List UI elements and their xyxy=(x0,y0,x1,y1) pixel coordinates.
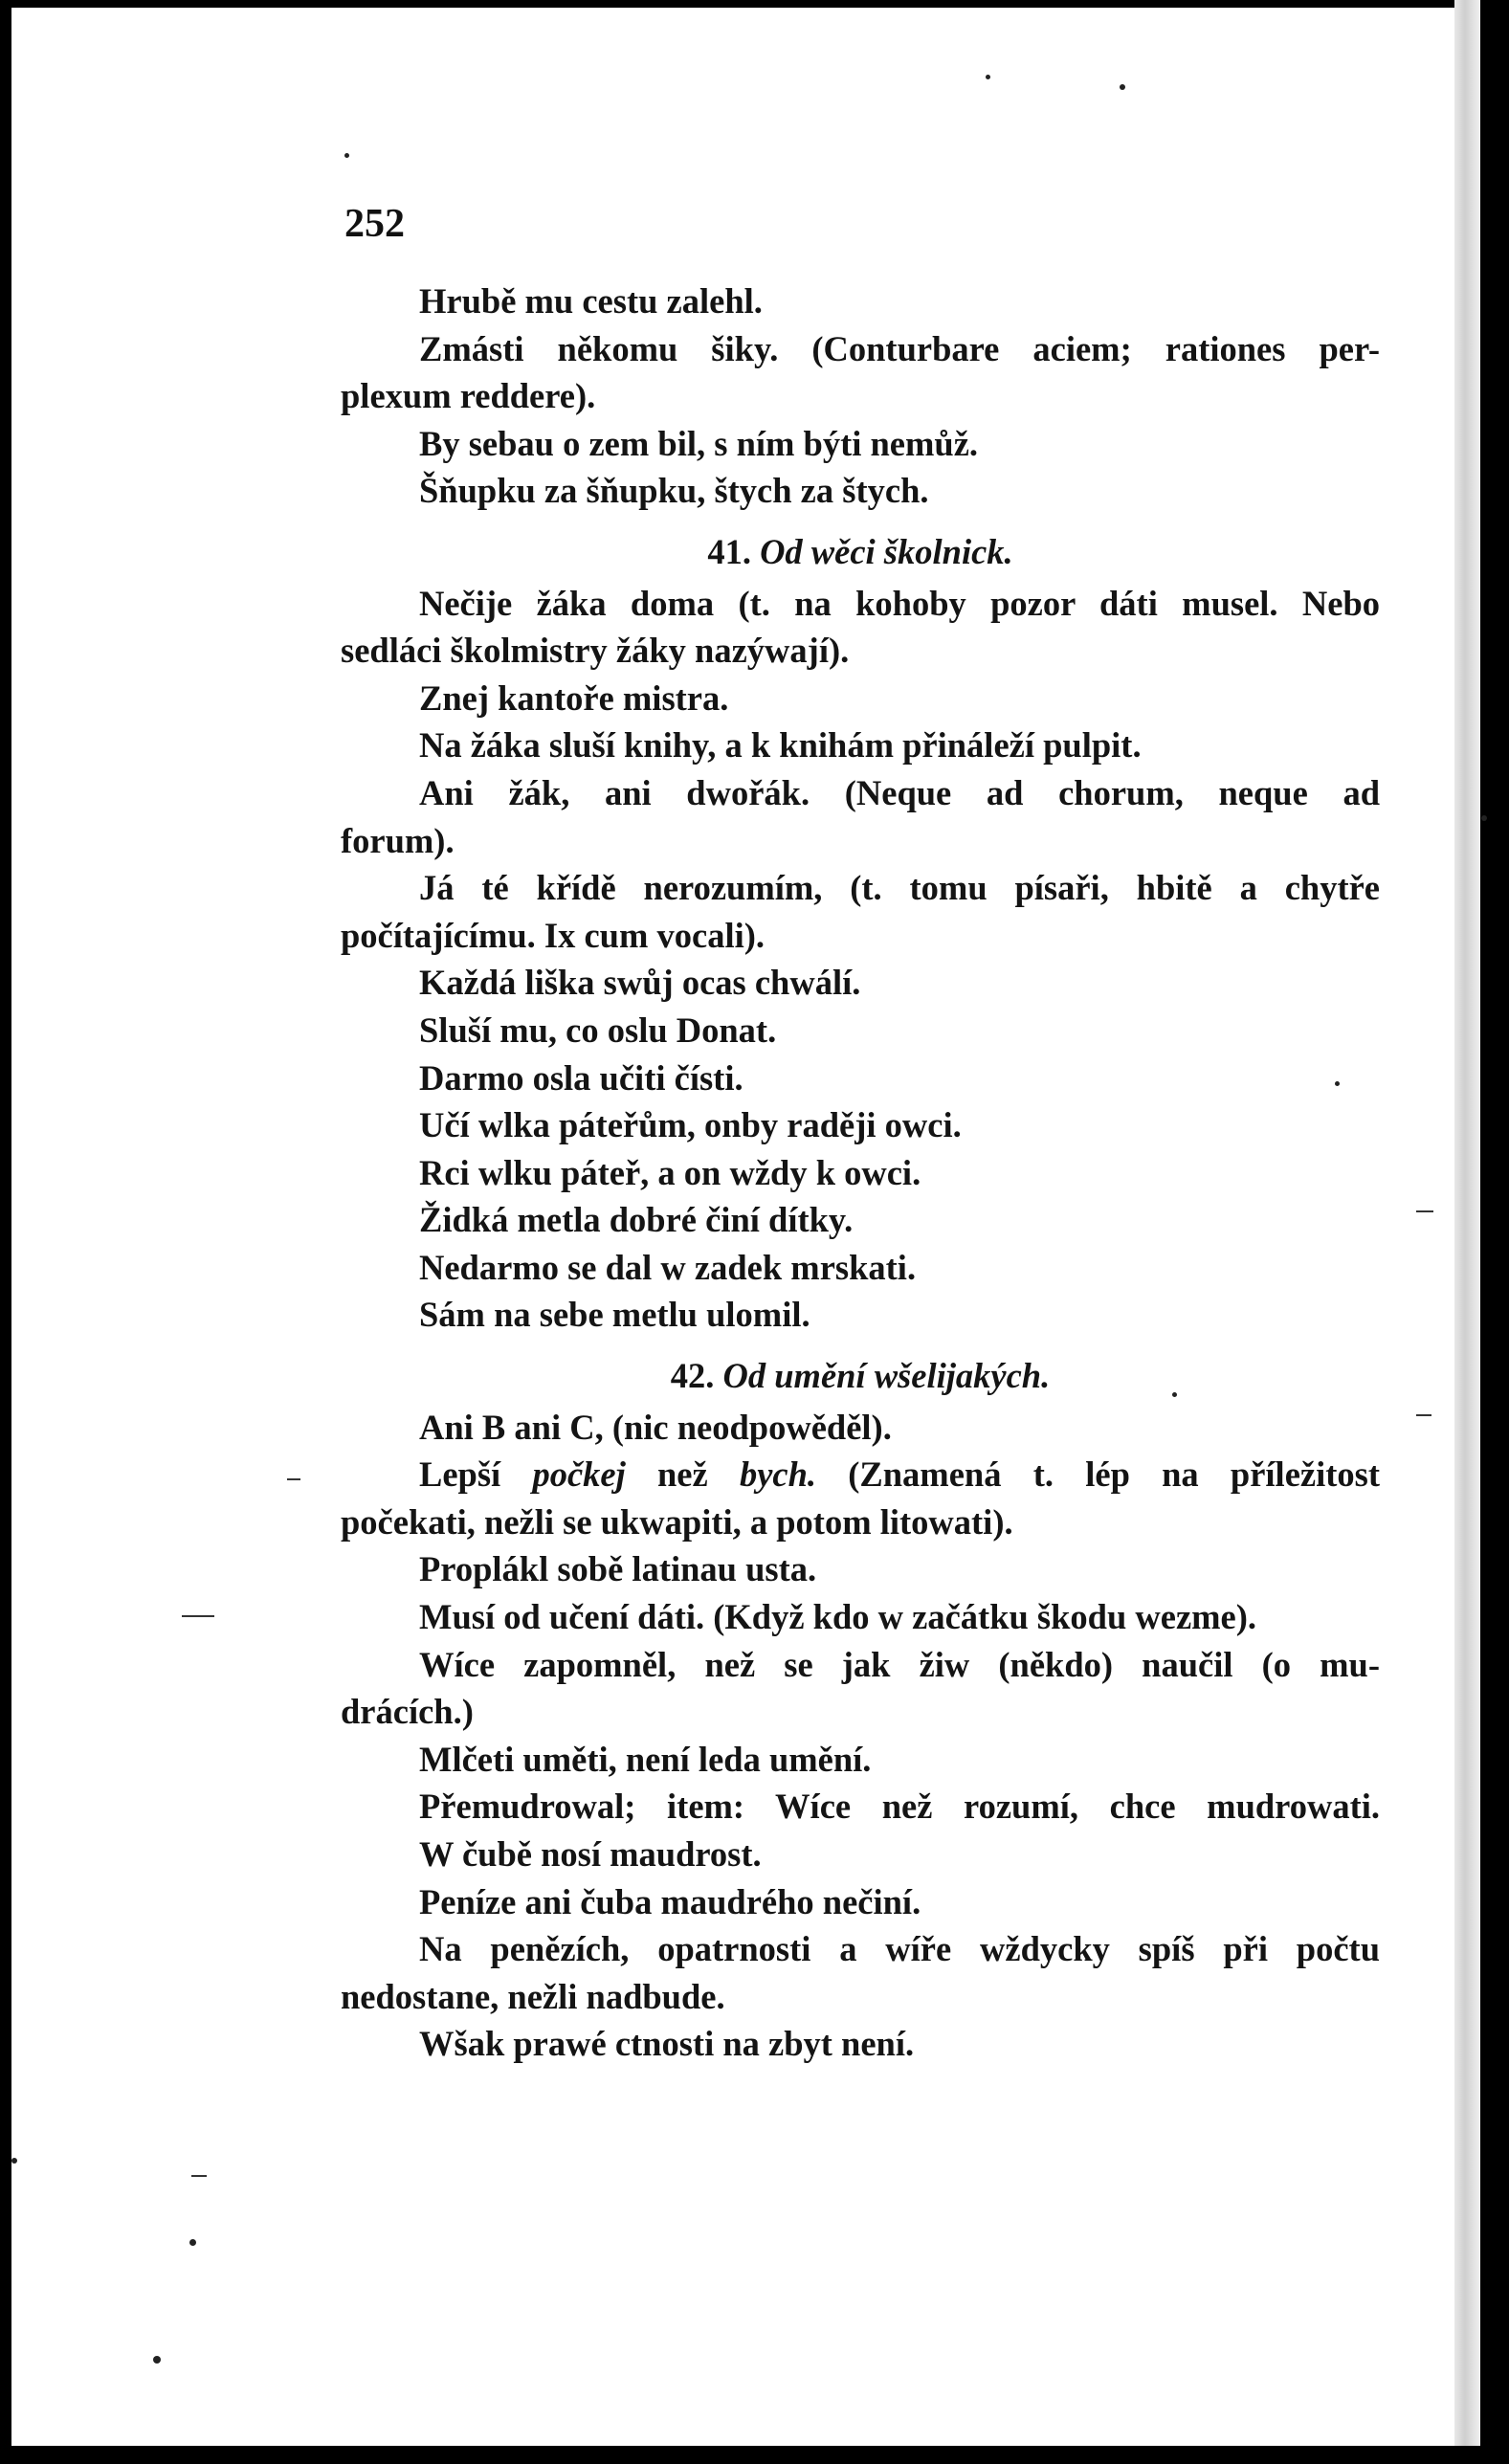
line-text-part: (Znamená t. lép na příležitost xyxy=(816,1454,1380,1495)
page-text xyxy=(341,277,1380,2068)
proverb-line: Zmásti někomu šiky. (Conturbare aciem; rationes per- xyxy=(419,328,1380,368)
proverb-line: Znej kantoře mistra. xyxy=(419,677,729,718)
section-heading xyxy=(341,1352,1380,1400)
proverb-line: Proplákl sobě latinau usta. xyxy=(419,1549,817,1589)
section-title: Od wěci školnick. xyxy=(760,531,1013,571)
scan-mark xyxy=(1416,1414,1431,1416)
proverb-line: W čubě nosí maudrost. xyxy=(419,1834,762,1874)
proverb-line: Hrubě mu cestu zalehl. xyxy=(419,281,763,321)
scan-mark xyxy=(287,1478,300,1480)
proverb-line: Ani žák, ani dwořák. (Neque ad chorum, neque ad xyxy=(419,772,1380,812)
proverb-line: Sám na sebe metlu ulomil. xyxy=(419,1295,810,1335)
scan-speck xyxy=(11,2158,17,2164)
proverb-line: Židká metla dobré činí dítky. xyxy=(419,1200,854,1240)
proverb-line: Nečije žáka doma (t. na kohoby pozor dáti musel. Nebo xyxy=(419,583,1380,623)
proverb-line: Já té křídě nerozumím, (t. tomu písaři, hbitě a chytře xyxy=(419,868,1380,908)
continuation-line: počítajícímu. Ix cum vocali). xyxy=(341,915,766,955)
scan-speck xyxy=(1120,84,1125,90)
page-edge xyxy=(1454,0,1480,2446)
proverb-line: Wíce zapomněl, než se jak žiw (někdo) naučil (o mu- xyxy=(419,1644,1380,1684)
continuation-line: plexum reddere). xyxy=(341,376,596,416)
emphasis-text: bych. xyxy=(739,1454,817,1495)
proverb-line: Sluší mu, co oslu Donat. xyxy=(419,1010,777,1050)
continuation-line: počekati, nežli se ukwapiti, a potom litowati). xyxy=(341,1501,1013,1542)
section-heading xyxy=(341,528,1380,576)
continuation-line: nedostane, nežli nadbude. xyxy=(341,1976,725,2016)
scan-mark xyxy=(182,1615,214,1617)
proverb-line: Učí wlka páteřům, onby raději owci. xyxy=(419,1105,962,1145)
proverb-line: Musí od učení dáti. (Když kdo w začátku škodu wezme). xyxy=(419,1597,1257,1637)
proverb-line: Wšak prawé ctnosti na zbyt není. xyxy=(419,2024,915,2064)
proverb-line: Ani B ani C, (nic neodpowěděl). xyxy=(419,1407,892,1447)
proverb-line: Nedarmo se dal w zadek mrskati. xyxy=(419,1247,917,1287)
proverb-line: By sebau o zem bil, s ním býti nemůž. xyxy=(419,423,979,463)
proverb-line: Rci wlku páteř, a on wždy k owci. xyxy=(419,1152,921,1192)
continuation-line: drácích.) xyxy=(341,1692,474,1732)
line-text-part: Lepší xyxy=(419,1454,533,1495)
continuation-line: sedláci školmistry žáky nazýwají). xyxy=(341,631,850,671)
proverb-line: Přemudrowal; item: Wíce než rozumí, chce mudrowati. xyxy=(419,1787,1380,1827)
proverb-line xyxy=(341,1451,1380,1498)
section-number: 42. xyxy=(670,1356,715,1396)
proverb-line: Peníze ani čuba maudrého nečiní. xyxy=(419,1881,921,1921)
proverb-line: Darmo osla učiti čísti. xyxy=(419,1057,743,1098)
continuation-line: forum). xyxy=(341,820,455,860)
section-number: 41. xyxy=(707,531,751,571)
proverb-line: Mlčeti uměti, není leda umění. xyxy=(419,1739,872,1779)
scan-speck xyxy=(1172,1392,1177,1397)
scan-mark xyxy=(191,2175,207,2177)
proverb-line: Na žáka sluší knihy, a k knihám přináleží pulpit. xyxy=(419,725,1142,766)
proverb-line: Na penězích, opatrnosti a wíře wždycky spíš při počtu xyxy=(419,1929,1380,1969)
scan-mark xyxy=(1416,1210,1433,1212)
proverb-line: Šňupku za šňupku, štych za štych. xyxy=(419,471,929,511)
emphasis-text: počkej xyxy=(532,1454,626,1495)
scan-speck xyxy=(986,75,990,79)
section-title: Od umění wšelijakých. xyxy=(722,1356,1051,1396)
scan-speck xyxy=(1481,815,1487,821)
proverb-line: Každá liška swůj ocas chwálí. xyxy=(419,963,861,1003)
scan-speck xyxy=(153,2356,161,2364)
scan-speck xyxy=(344,153,349,158)
scan-speck xyxy=(1335,1081,1340,1086)
scan-speck xyxy=(189,2239,196,2246)
page-number: 252 xyxy=(344,202,405,246)
line-text-part: než xyxy=(625,1454,740,1495)
